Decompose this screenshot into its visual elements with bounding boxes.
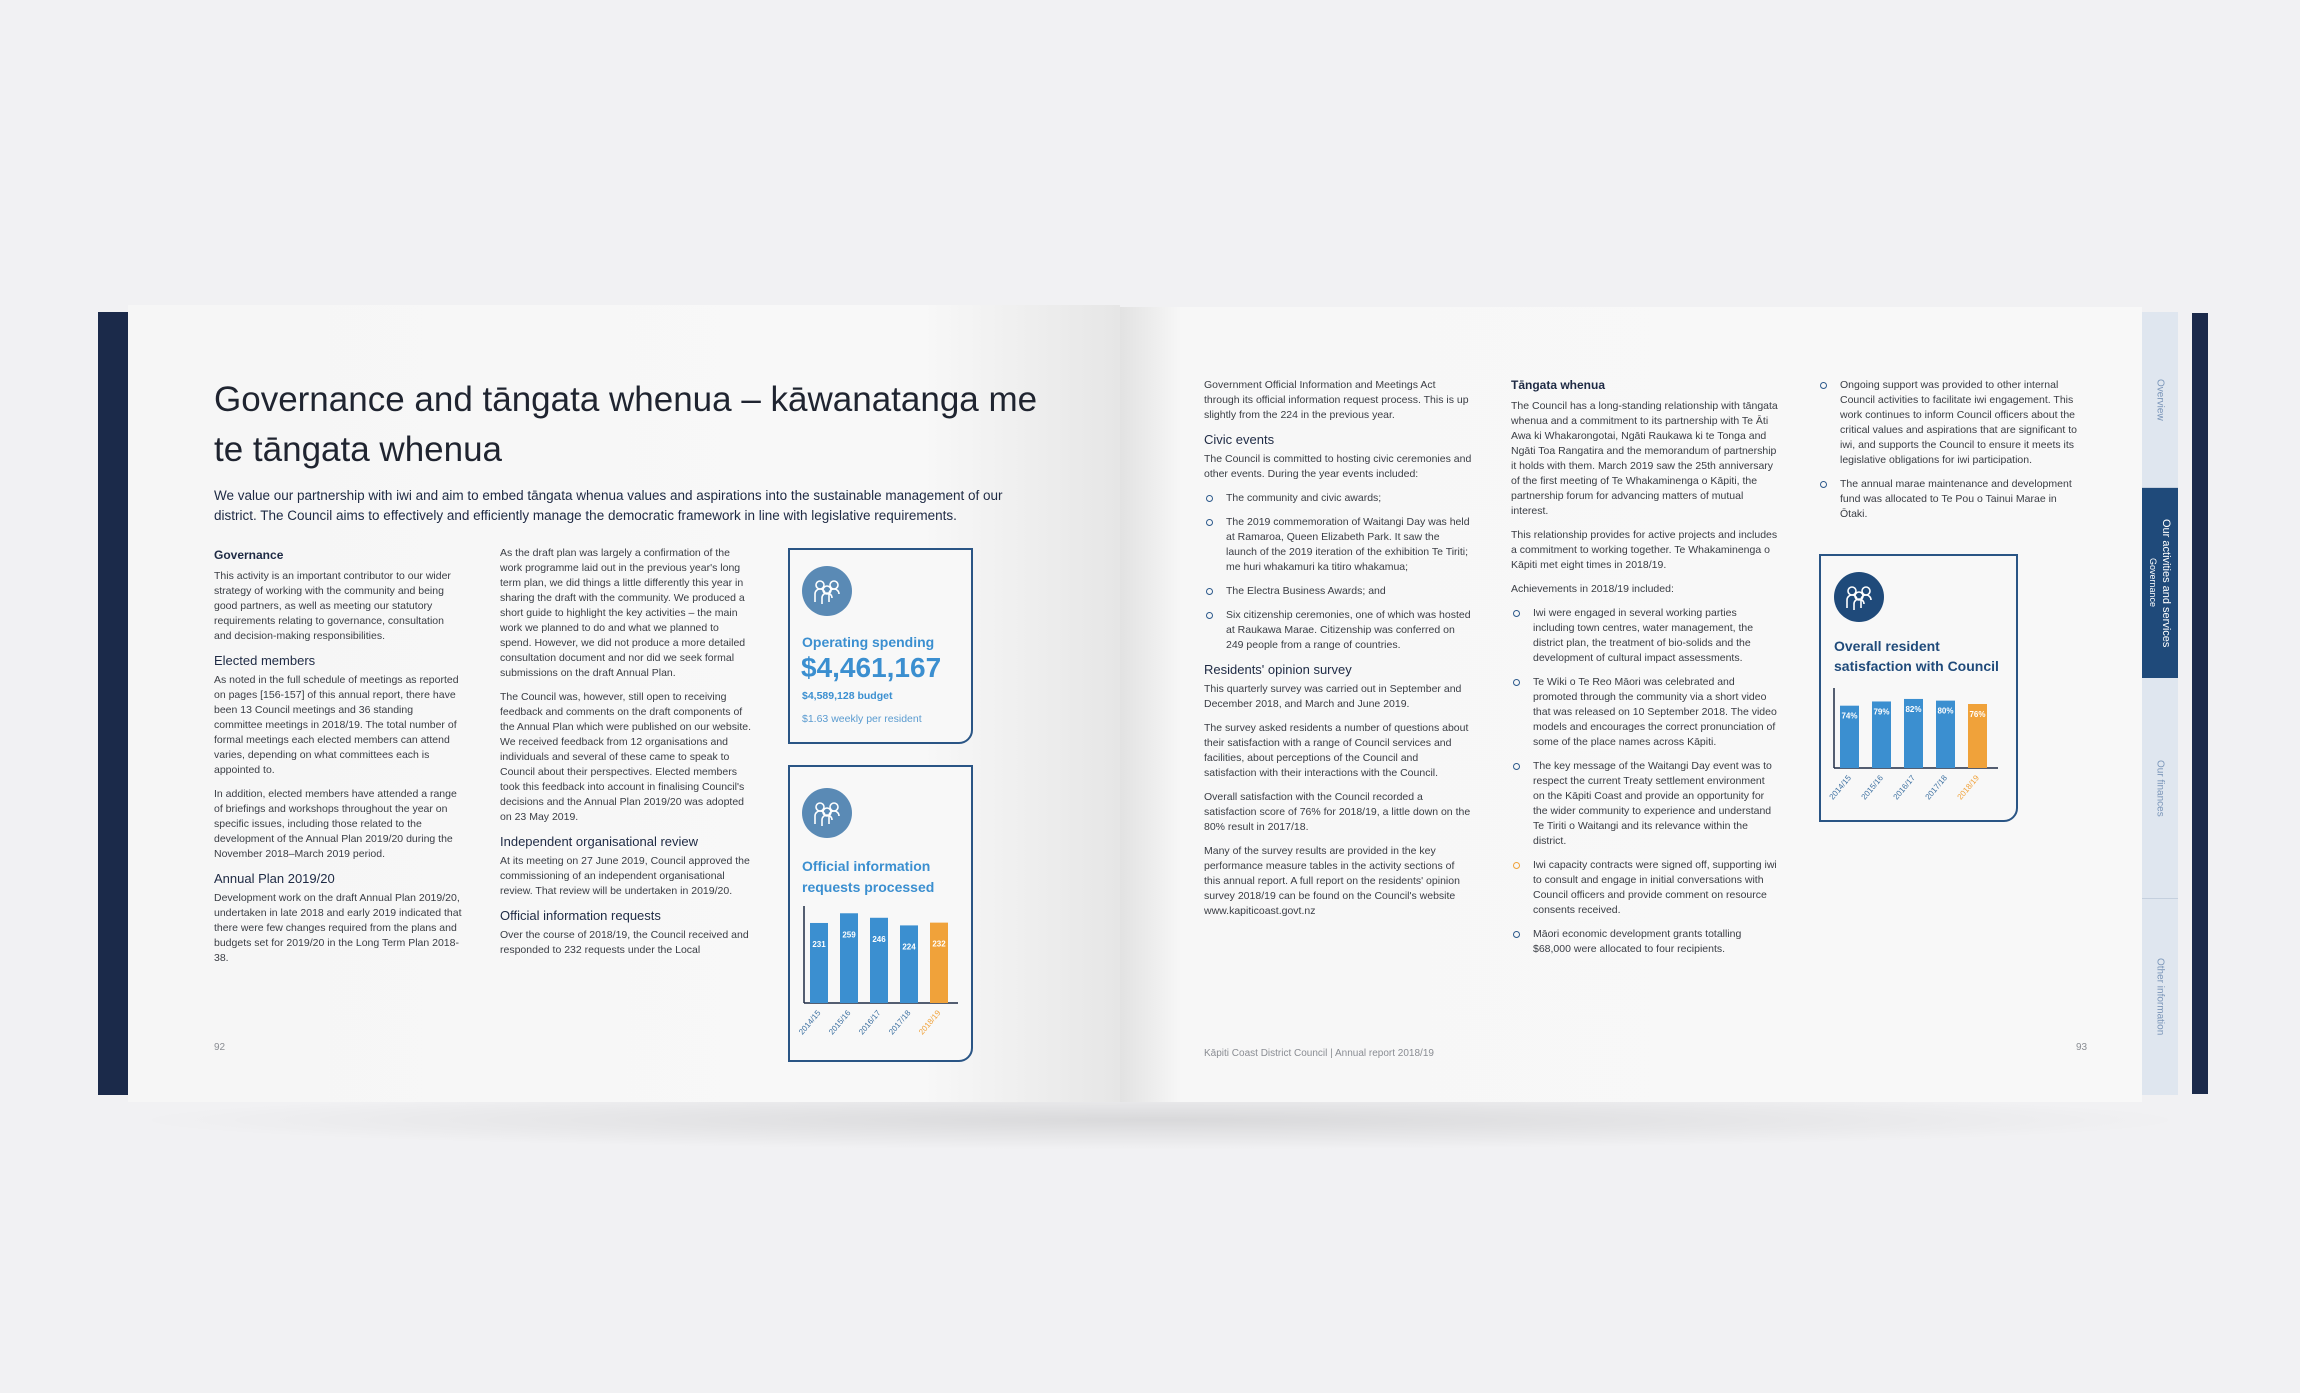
- review-text: At its meeting on 27 June 2019, Council approved the commissioning of an independent organisational review. That review will be undertaken in 2019/20.: [500, 855, 750, 897]
- draft-plan-text-1: As the draft plan was largely a confirmation of the work programme laid out in the previous year's long term plan, we did things a little differently this year in sharing the draft with the community. We produced a short guide to highlight the key activities – the main work we planned to do and what we planned to spend. However, we did not produce a more detailed consultation document and nor did we seek formal submissions on the draft Annual Plan.: [500, 547, 746, 679]
- page-title: Governance and tāngata whenua – kāwanatanga me te tāngata whenua: [214, 380, 1038, 469]
- tangata-whenua-text-2: This relationship provides for active projects and includes a commitment to working together. Te Whakaminenga o Kāpiti met eight times in 2018/19.: [1511, 529, 1778, 571]
- x-tick-label: 2015/16: [1859, 773, 1886, 802]
- annual-plan-text: Development work on the draft Annual Plan 2019/20, undertaken in late 2018 and early 2019 indicated that there were few changes required from the plans and budgets set for 2019/20 in the Long Term Plan 2018-38.: [214, 892, 462, 964]
- section-tabs: [2142, 312, 2178, 1095]
- civic-events-heading: Civic events: [1204, 432, 1275, 447]
- bar-value-label: 232: [932, 939, 946, 949]
- operating-spending-label: Operating spending: [802, 634, 935, 650]
- oir-continued-text: Government Official Information and Meetings Act through its official information request process. This is up slightly from the 224 in the previous year.: [1204, 379, 1469, 421]
- survey-text-3: Overall satisfaction with the Council recorded a satisfaction score of 76% for 2018/19, a little down on the 80% result in 2017/18.: [1204, 791, 1471, 833]
- operating-spending-amount: $4,461,167: [801, 652, 942, 683]
- x-tick-label: 2014/15: [1827, 773, 1854, 802]
- x-tick-label: 2017/18: [1923, 773, 1950, 802]
- page-number-left: 92: [214, 1042, 226, 1053]
- bar: [810, 923, 828, 1003]
- bar-value-label: 76%: [1969, 710, 1986, 719]
- bar-value-label: 82%: [1905, 704, 1922, 714]
- achievements-intro: Achievements in 2018/19 included:: [1511, 583, 1674, 595]
- x-tick-label: 2018/19: [917, 1008, 943, 1037]
- oir-card-title-line1: Official information: [802, 858, 931, 874]
- list-item: The 2019 commemoration of Waitangi Day was held at Ramaroa, Queen Elizabeth Park. It saw the launch of the 2019 iteration of the exhibition Te Tiriti; me huri whakamuri ka titiro whakamua;: [1204, 515, 1472, 575]
- x-tick-label: 2018/19: [1955, 773, 1982, 802]
- governance-text: This activity is an important contributor to our wider strategy of working with the community and being good partners, as well as meeting our statutory requirements relating to governance, consultation and decision-making responsibilities.: [214, 570, 451, 642]
- oir-bar-chart: [796, 900, 966, 1050]
- bar: [900, 925, 918, 1003]
- bar: [930, 923, 948, 1003]
- right-column-1: [1204, 378, 1472, 928]
- weekly-per-resident-text: $1.63 weekly per resident: [802, 713, 922, 725]
- list-item: Iwi capacity contracts were signed off, supporting iwi to consult and engage in initial conversations with Council officers and provide comment on resource consents received.: [1511, 858, 1779, 918]
- bar-value-label: 259: [842, 930, 856, 940]
- tangata-whenua-text-1: The Council has a long-standing relationship with tāngata whenua and a commitment to its partnership with Te Āti Awa ki Whakarongotai, Ngāti Raukawa ki te Tonga and Ngāti Toa Rangatira and the memorandum of partnership it holds with them. March 2019 saw the 25th anniversary of the first meeting of Te Whakaminenga o Kāpiti, the partnership forum for advancing matters of mutual interest.: [1511, 400, 1778, 517]
- x-tick-label: 2016/17: [1891, 773, 1918, 802]
- list-item: The Electra Business Awards; and: [1204, 584, 1472, 599]
- satisfaction-bar-chart: [1826, 682, 2012, 812]
- tab-our-activities-and-services[interactable]: [2142, 488, 2178, 678]
- list-item: The key message of the Waitangi Day event was to respect the current Treaty settlement environment on the Kāpiti Coast and provide an opportunity for the wider community to experience and understand Te Tiriti o Waitangi and its relevance within the district.: [1511, 759, 1779, 849]
- survey-text-1: This quarterly survey was carried out in September and December 2018, and March and June 2019.: [1204, 683, 1462, 710]
- bar-value-label: 80%: [1937, 706, 1954, 716]
- book-cover-right-edge: [2192, 313, 2208, 1094]
- x-tick-label: 2014/15: [797, 1008, 823, 1037]
- bar-value-label: 246: [872, 934, 886, 944]
- tab-other-information[interactable]: [2142, 899, 2178, 1095]
- elected-members-text-1: As noted in the full schedule of meetings as reported on pages [156-157] of this annual report, there have been 13 Council meetings and 36 standing committee meetings in 2018/19. The total number of formal meetings each elected members can attend varies, depending on what committees each is appointed to.: [214, 674, 459, 776]
- budget-text: $4,589,128 budget: [802, 690, 893, 702]
- satisfaction-card-title-line2: satisfaction with Council: [1834, 658, 1999, 674]
- tangata-whenua-heading: Tāngata whenua: [1511, 378, 1606, 392]
- tab-label: Our finances: [2154, 759, 2166, 817]
- bar-value-label: 79%: [1873, 707, 1890, 717]
- list-item: The annual marae maintenance and development fund was allocated to Te Pou o Tainui Marae in Ōtaki.: [1818, 477, 2086, 522]
- tab-label: Overview: [2154, 378, 2166, 421]
- right-column-2: [1511, 378, 1779, 966]
- survey-heading: Residents' opinion survey: [1204, 662, 1352, 677]
- oir-card-title-line2: requests processed: [802, 879, 935, 895]
- right-column-3: [1818, 378, 2086, 531]
- tab-overview[interactable]: [2142, 312, 2178, 487]
- list-item: Iwi were engaged in several working parties including town centres, water management, the district plan, the treatment of bio-solids and the development of cultural impact assessments.: [1511, 606, 1779, 666]
- x-tick-label: 2017/18: [887, 1008, 913, 1037]
- survey-text-4: Many of the survey results are provided in the key performance measure tables in the activity sections of this annual report. A full report on the residents' opinion survey 2018/19 can be found on the Council's website www.kapiticoast.govt.nz: [1204, 845, 1460, 917]
- page-number-right: 93: [2076, 1042, 2088, 1053]
- list-item: Māori economic development grants totalling $68,000 were allocated to four recipients.: [1511, 927, 1779, 957]
- governance-heading: Governance: [214, 548, 284, 562]
- left-column-1: [214, 548, 462, 975]
- achievements-list: [1511, 606, 1779, 957]
- x-tick-label: 2016/17: [857, 1008, 883, 1037]
- list-item: Ongoing support was provided to other internal Council activities to facilitate iwi engagement. This work continues to inform Council officers about the critical values and aspirations that are significant to iwi, and supports the Council to ensure it meets its legislative obligations for iwi participation.: [1818, 378, 2086, 468]
- survey-text-2: The survey asked residents a number of questions about their satisfaction with a range of Council services and facilities, about perceptions of the Council and satisfaction with their interactions with the Council.: [1204, 722, 1469, 779]
- tab-label: Our activities and services: [2160, 518, 2172, 648]
- bar-value-label: 231: [812, 939, 826, 949]
- oir-heading: Official information requests: [500, 908, 661, 923]
- left-column-2: [500, 546, 752, 967]
- tab-sublabel: Governance: [2148, 558, 2158, 608]
- book-cover-left-edge: [98, 312, 128, 1095]
- intro-text: We value our partnership with iwi and aim to embed tāngata whenua values and aspirations into the sustainable management of our district. The Council aims to effectively and efficiently manage the democratic framework in line with legislative requirements.: [214, 488, 1003, 523]
- page-footer: Kāpiti Coast District Council | Annual report 2018/19: [1204, 1048, 1434, 1059]
- list-item: The community and civic awards;: [1204, 491, 1472, 506]
- bar: [840, 913, 858, 1003]
- x-tick-label: 2015/16: [827, 1008, 853, 1037]
- list-item: Te Wiki o Te Reo Māori was celebrated and promoted through the community via a short video that was released on 10 September 2018. The video models and encourages the correct pronunciation of some of the place names across Kāpiti.: [1511, 675, 1779, 750]
- elected-members-text-2: In addition, elected members have attended a range of briefings and workshops throughout the year on specific issues, including those related to the development of the Annual Plan 2019/20 during the November 2018–March 2019 period.: [214, 788, 457, 860]
- tab-label: Other information: [2154, 958, 2166, 1036]
- bar-value-label: 74%: [1841, 711, 1858, 721]
- bar-value-label: 224: [902, 942, 916, 952]
- support-list: [1818, 378, 2086, 522]
- annual-plan-heading: Annual Plan 2019/20: [214, 871, 335, 886]
- bar: [870, 918, 888, 1003]
- oir-text: Over the course of 2018/19, the Council received and responded to 232 requests under the Local: [500, 929, 749, 956]
- people-group-icon: [1834, 572, 1884, 622]
- draft-plan-text-2: The Council was, however, still open to receiving feedback and comments on the draft components of the Annual Plan which were published on our website. We received feedback from 12 organisations and individuals and several of these came to speak to Council about their perspectives. Elected members took this feedback into account in finalising Council's decisions and the Annual Plan 2019/20 was adopted on 23 May 2019.: [500, 691, 751, 823]
- satisfaction-card-title-line1: Overall resident: [1834, 638, 1940, 654]
- civic-events-text: The Council is committed to hosting civic ceremonies and other events. During the year events included:: [1204, 453, 1472, 480]
- tab-our-finances[interactable]: [2142, 678, 2178, 898]
- people-group-icon: [802, 788, 852, 838]
- list-item: Six citizenship ceremonies, one of which was hosted at Raukawa Marae. Citizenship was conferred on 249 people from a range of countries.: [1204, 608, 1472, 653]
- review-heading: Independent organisational review: [500, 834, 699, 849]
- civic-events-list: [1204, 491, 1472, 653]
- people-group-icon: [802, 566, 852, 616]
- elected-members-heading: Elected members: [214, 653, 316, 668]
